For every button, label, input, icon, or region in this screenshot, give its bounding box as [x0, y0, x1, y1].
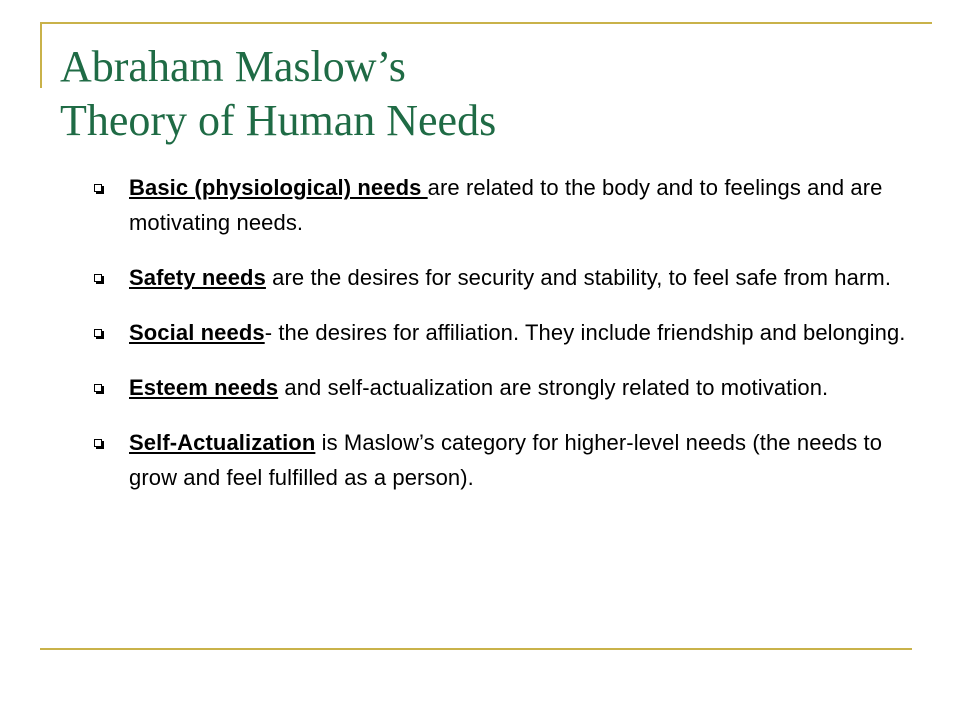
bullet-term: Basic (physiological) needs [129, 175, 428, 200]
square-bullet-icon [94, 439, 102, 447]
bullet-term: Esteem needs [129, 375, 279, 400]
bullet-list [94, 170, 924, 515]
bullet-social-needs [94, 315, 924, 350]
slide-title [60, 40, 496, 148]
bullet-term: Self-Actualization [129, 430, 316, 455]
bullet-safety-needs [94, 260, 924, 295]
bullet-text: are the desires for security and stability, to feel safe from harm. [265, 265, 892, 290]
bullet-self-actualization [94, 425, 924, 495]
bullet-term: Safety needs [129, 265, 266, 290]
square-bullet-icon [94, 274, 102, 282]
bullet-term: Social needs [129, 320, 265, 345]
bullet-esteem-needs [94, 370, 924, 405]
square-bullet-icon [94, 184, 102, 192]
bullet-text: are related to the body and to feelings and are motivating needs. [129, 175, 883, 235]
square-bullet-icon [94, 329, 102, 337]
bullet-text: is Maslow’s category for higher-level needs (the needs to grow and feel fulfilled as a person). [129, 430, 883, 490]
title-line-2: Theory of Human Needs [60, 96, 497, 145]
top-frame-line [40, 22, 932, 24]
left-frame-line [40, 22, 42, 88]
bullet-text: - the desires for affiliation. They include friendship and belonging. [264, 320, 906, 345]
title-line-1: Abraham Maslow’s [60, 42, 406, 91]
bottom-frame-line [40, 648, 912, 650]
square-bullet-icon [94, 384, 102, 392]
bullet-basic-needs [94, 170, 924, 240]
bullet-text: and self-actualization are strongly related to motivation. [278, 375, 829, 400]
